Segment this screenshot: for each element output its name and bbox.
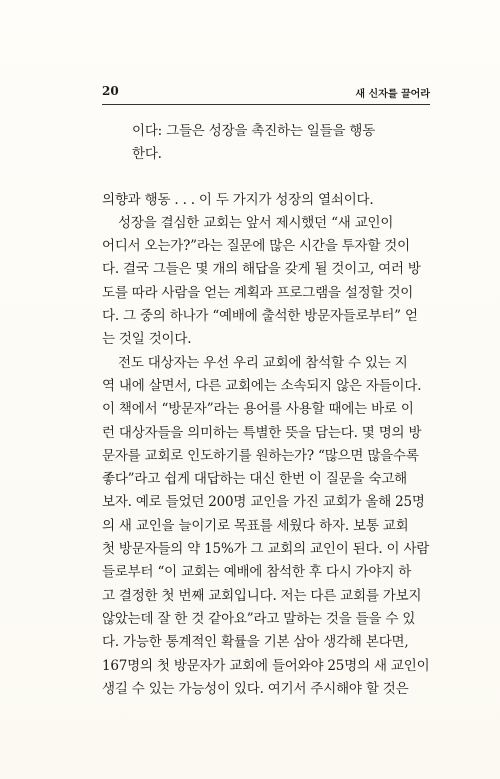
paragraph-growth	[102, 212, 432, 352]
page-number: 20	[102, 84, 119, 98]
paragraph-line: 167명의 첫 방문자가 교회에 들어와야 25명의 새 교인이	[102, 657, 430, 674]
paragraph-visitors	[102, 352, 432, 701]
blockquote-line: 한다.	[132, 146, 162, 163]
blockquote	[102, 120, 432, 167]
paragraph-line: 역 내에 살면서, 다른 교회에는 소속되지 않은 자들이다.	[102, 377, 422, 394]
paragraph-line: 는 것일 것이다.	[102, 331, 192, 348]
running-title: 새 신자를 끌어라	[355, 89, 430, 100]
body-text	[102, 120, 432, 701]
blockquote-line: 이다: 그들은 성장을 촉진하는 일들을 행동	[132, 123, 376, 139]
paragraph-line: 생길 수 있는 가능성이 있다. 여기서 주시해야 할 것은	[102, 680, 409, 697]
paragraph-line: 좋다”라고 쉽게 대답하는 대신 한번 이 질문을 숙고해	[102, 471, 408, 488]
paragraph-line: 다. 가능한 통계적인 확률을 기본 삼아 생각해 본다면,	[102, 634, 409, 651]
paragraph-line: 않았는데 잘 한 것 같아요”라고 말하는 것을 들을 수 있	[102, 610, 416, 627]
paragraph-line: 다. 그 중의 하나가 “예배에 출석한 방문자들로부터” 얻	[102, 308, 418, 325]
paragraph-line: 보자. 예로 들었던 200명 교인을 가진 교회가 올해 25명	[102, 494, 425, 511]
paragraph-line: 런 대상자들을 의미하는 특별한 뜻을 담는다. 몇 명의 방	[102, 424, 422, 441]
page-header	[102, 84, 430, 105]
paragraph-line: 들로부터 “이 교회는 예배에 참석한 후 다시 가야지 하	[102, 564, 412, 581]
paragraph-line: 이 책에서 “방문자”라는 용어를 사용할 때에는 바로 이	[102, 401, 414, 418]
paragraph-line: 의향과 행동 . . . 이 두 가지가 성장의 열쇠이다.	[102, 191, 374, 208]
paragraph-line: 고 결정한 첫 번째 교회입니다. 저는 다른 교회를 가보지	[102, 587, 422, 604]
paragraph-line: 성장을 결심한 교회는 앞서 제시했던 “새 교인이	[118, 214, 394, 231]
paragraph-keys	[102, 189, 432, 212]
paragraph-line: 도를 따라 사람을 얻는 계획과 프로그램을 설정할 것이	[102, 284, 414, 301]
paragraph-line: 첫 방문자들의 약 15%가 그 교회의 교인이 된다. 이 사람	[102, 541, 430, 558]
paragraph-line: 어디서 오는가?”라는 질문에 많은 시간을 투자할 것이	[102, 238, 410, 255]
paragraph-line: 의 새 교인을 늘이기로 목표를 세웠다 하자. 보통 교회	[102, 517, 409, 534]
paragraph-line: 다. 결국 그들은 몇 개의 해답을 갖게 될 것이고, 여러 방	[102, 261, 421, 278]
paragraph-line: 문자를 교회로 인도하기를 원하는가? “많으면 많을수록	[102, 447, 419, 464]
paragraph-line: 전도 대상자는 우선 우리 교회에 참석할 수 있는 지	[118, 354, 408, 371]
